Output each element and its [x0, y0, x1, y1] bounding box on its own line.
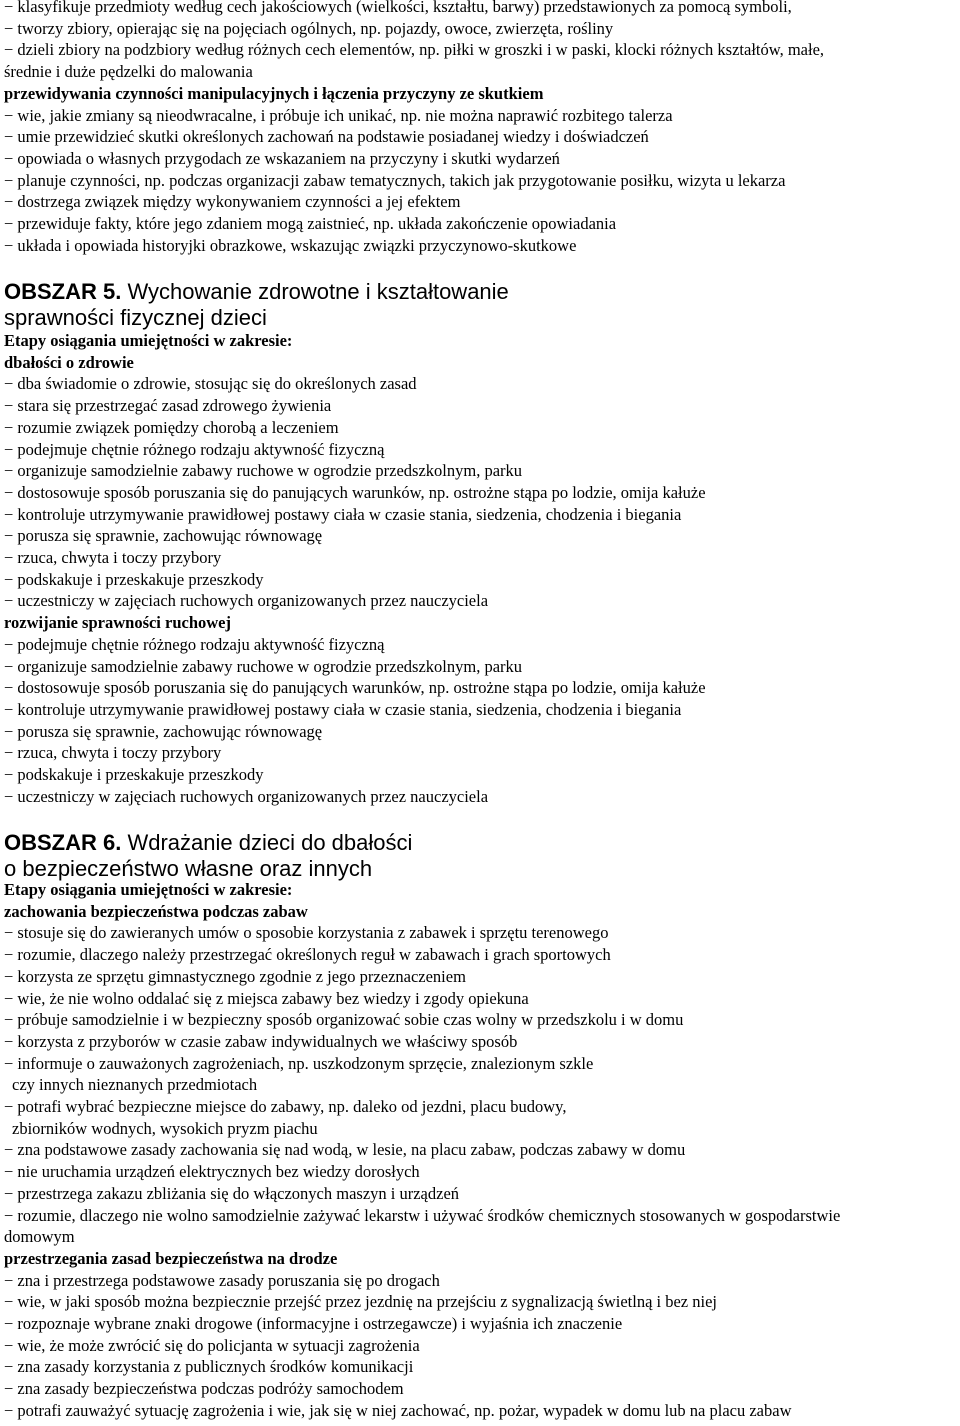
intro-section	[4, 0, 960, 256]
list-item: − kontroluje utrzymywanie prawidłowej postawy ciała w czasie stania, siedzenia, chodzenia i biegania	[4, 504, 682, 524]
list-item: − stara się przestrzegać zasad zdrowego żywienia	[4, 396, 332, 416]
stages-label: Etapy osiągania umiejętności w zakresie:	[4, 880, 293, 899]
list-item-continuation: średnie i duże pędzelki do malowania	[4, 62, 253, 82]
list-item-continuation: czy innych nieznanych przedmiotach	[12, 1075, 258, 1095]
list-item: − rzuca, chwyta i toczy przybory	[4, 548, 222, 568]
list-item: − podskakuje i przeskakuje przeszkody	[4, 569, 264, 589]
list-item: − opowiada o własnych przygodach ze wskazaniem na przyczyny i skutki wydarzeń	[4, 148, 560, 168]
area5-body	[4, 330, 960, 807]
list-item: − podejmuje chętnie różnego rodzaju aktywność fizyczną	[4, 439, 385, 459]
list-item: − zna podstawowe zasady zachowania się nad wodą, w lesie, na placu zabaw, podczas zabawy w domu	[4, 1140, 686, 1160]
subsection-title: przewidywania czynności manipulacyjnych i łączenia przyczyny ze skutkiem	[4, 83, 544, 103]
list-item: − układa i opowiada historyjki obrazkowe, wskazując związki przyczynowo-skutkowe	[4, 235, 577, 255]
list-item: − zna zasady bezpieczeństwa podczas podróży samochodem	[4, 1379, 404, 1399]
list-item: − zna i przestrzega podstawowe zasady poruszania się po drogach	[4, 1270, 440, 1290]
list-item: − korzysta ze sprzętu gimnastycznego zgodnie z jego przeznaczeniem	[4, 966, 466, 986]
list-item: − wie, jakie zmiany są nieodwracalne, i próbuje ich unikać, np. nie można naprawić rozbitego talerza	[4, 105, 673, 125]
list-item: − dzieli zbiory na podzbiory według różnych cech elementów, np. piłki w groszki i w paski, klocki różnych kształtów, małe,	[4, 40, 825, 60]
area6-heading-text: Wdrażanie dzieci do dbałości	[121, 830, 413, 855]
stages-label: Etapy osiągania umiejętności w zakresie:	[4, 331, 293, 350]
subsection-title: rozwijanie sprawności ruchowej	[4, 613, 232, 633]
area6-section	[4, 830, 960, 882]
list-item: − porusza się sprawnie, zachowując równowagę	[4, 721, 323, 741]
list-item: − dba świadomie o zdrowie, stosując się do określonych zasad	[4, 374, 417, 394]
list-item: − porusza się sprawnie, zachowując równowagę	[4, 526, 323, 546]
list-item: − korzysta z przyborów w czasie zabaw indywidualnych we właściwy sposób	[4, 1031, 518, 1051]
list-item: − rozumie związek pomiędzy chorobą a leczeniem	[4, 417, 339, 437]
subsection-title: dbałości o zdrowie	[4, 352, 134, 372]
list-item: − wie, że może zwrócić się do policjanta w sytuacji zagrożenia	[4, 1335, 420, 1355]
subsection-title: przestrzegania zasad bezpieczeństwa na drodze	[4, 1248, 338, 1268]
list-item: − próbuje samodzielnie i w bezpieczny sposób organizować sobie czas wolny w przedszkolu i w domu	[4, 1010, 684, 1030]
list-item: − rozumie, dlaczego należy przestrzegać określonych reguł w zabawach i grach sportowych	[4, 945, 611, 965]
list-item: − organizuje samodzielnie zabawy ruchowe w ogrodzie przedszkolnym, parku	[4, 461, 523, 481]
area5-heading-text: Wychowanie zdrowotne i kształtowanie	[121, 279, 509, 304]
subsection-title: zachowania bezpieczeństwa podczas zabaw	[4, 901, 308, 921]
list-item: − dostrzega związek między wykonywaniem czynności a jej efektem	[4, 192, 461, 212]
list-item: − tworzy zbiory, opierając się na pojęciach ogólnych, np. pojazdy, owoce, zwierzęta, rośliny	[4, 18, 614, 38]
list-item: − rzuca, chwyta i toczy przybory	[4, 743, 222, 763]
area5-heading	[4, 279, 960, 305]
list-item: − dostosowuje sposób poruszania się do panujących warunków, np. ostrożne stąpa po lodzie, omija kałuże	[4, 482, 706, 502]
list-item: − umie przewidzieć skutki określonych zachowań na podstawie posiadanej wiedzy i doświadczeń	[4, 127, 649, 147]
list-item: − podskakuje i przeskakuje przeszkody	[4, 765, 264, 785]
list-item: − podejmuje chętnie różnego rodzaju aktywność fizyczną	[4, 634, 385, 654]
area6-heading-number: OBSZAR 6.	[4, 830, 122, 855]
area6-heading	[4, 830, 960, 856]
list-item: − zna zasady korzystania z publicznych środków komunikacji	[4, 1357, 414, 1377]
list-item: − potrafi zauważyć sytuację zagrożenia i wie, jak się w niej zachować, np. pożar, wypadek w domu lub na placu zabaw	[4, 1400, 792, 1420]
list-item: − wie, że nie wolno oddalać się z miejsca zabawy bez wiedzy i zgody opiekuna	[4, 988, 529, 1008]
list-item: − informuje o zauważonych zagrożeniach, np. uszkodzonym sprzęcie, znalezionym szkle	[4, 1053, 594, 1073]
area6-body	[4, 879, 960, 1422]
list-item: − nie uruchamia urządzeń elektrycznych bez wiedzy dorosłych	[4, 1162, 420, 1182]
list-item: − rozpoznaje wybrane znaki drogowe (informacyjne i ostrzegawcze) i wyjaśnia ich znaczenie	[4, 1314, 623, 1334]
list-item-continuation: domowym	[4, 1227, 75, 1247]
area6-heading-line2: o bezpieczeństwo własne oraz innych	[4, 856, 373, 881]
list-item: − uczestniczy w zajęciach ruchowych organizowanych przez nauczyciela	[4, 786, 489, 806]
list-item: − dostosowuje sposób poruszania się do panujących warunków, np. ostrożne stąpa po lodzie, omija kałuże	[4, 678, 706, 698]
list-item: − rozumie, dlaczego nie wolno samodzielnie zażywać lekarstw i używać środków chemicznych stosowanych w gospodarstwie	[4, 1205, 841, 1225]
area5-section	[4, 279, 960, 331]
list-item: − przewiduje fakty, które jego zdaniem mogą zaistnieć, np. układa zakończenie opowiadania	[4, 214, 617, 234]
area5-heading-number: OBSZAR 5.	[4, 279, 122, 304]
list-item-continuation: zbiorników wodnych, wysokich pryzm piachu	[12, 1118, 318, 1138]
list-item: − wie, w jaki sposób można bezpiecznie przejść przez jezdnię na przejściu z sygnalizacją świetlną i bez niej	[4, 1292, 717, 1312]
list-item: − organizuje samodzielnie zabawy ruchowe w ogrodzie przedszkolnym, parku	[4, 656, 523, 676]
list-item: − uczestniczy w zajęciach ruchowych organizowanych przez nauczyciela	[4, 591, 489, 611]
list-item: − kontroluje utrzymywanie prawidłowej postawy ciała w czasie stania, siedzenia, chodzenia i biegania	[4, 699, 682, 719]
list-item: − przestrzega zakazu zbliżania się do włączonych maszyn i urządzeń	[4, 1183, 460, 1203]
list-item: − stosuje się do zawieranych umów o sposobie korzystania z zabawek i sprzętu terenowego	[4, 923, 609, 943]
list-item: − klasyfikuje przedmioty według cech jakościowych (wielkości, kształtu, barwy) przedstawionych za pomocą symboli,	[4, 0, 792, 16]
list-item: − potrafi wybrać bezpieczne miejsce do zabawy, np. daleko od jezdni, placu budowy,	[4, 1097, 567, 1117]
list-item: − planuje czynności, np. podczas organizacji zabaw tematycznych, takich jak przygotowanie posiłku, wizyta u lekarza	[4, 170, 786, 190]
area5-heading-line2: sprawności fizycznej dzieci	[4, 305, 267, 330]
